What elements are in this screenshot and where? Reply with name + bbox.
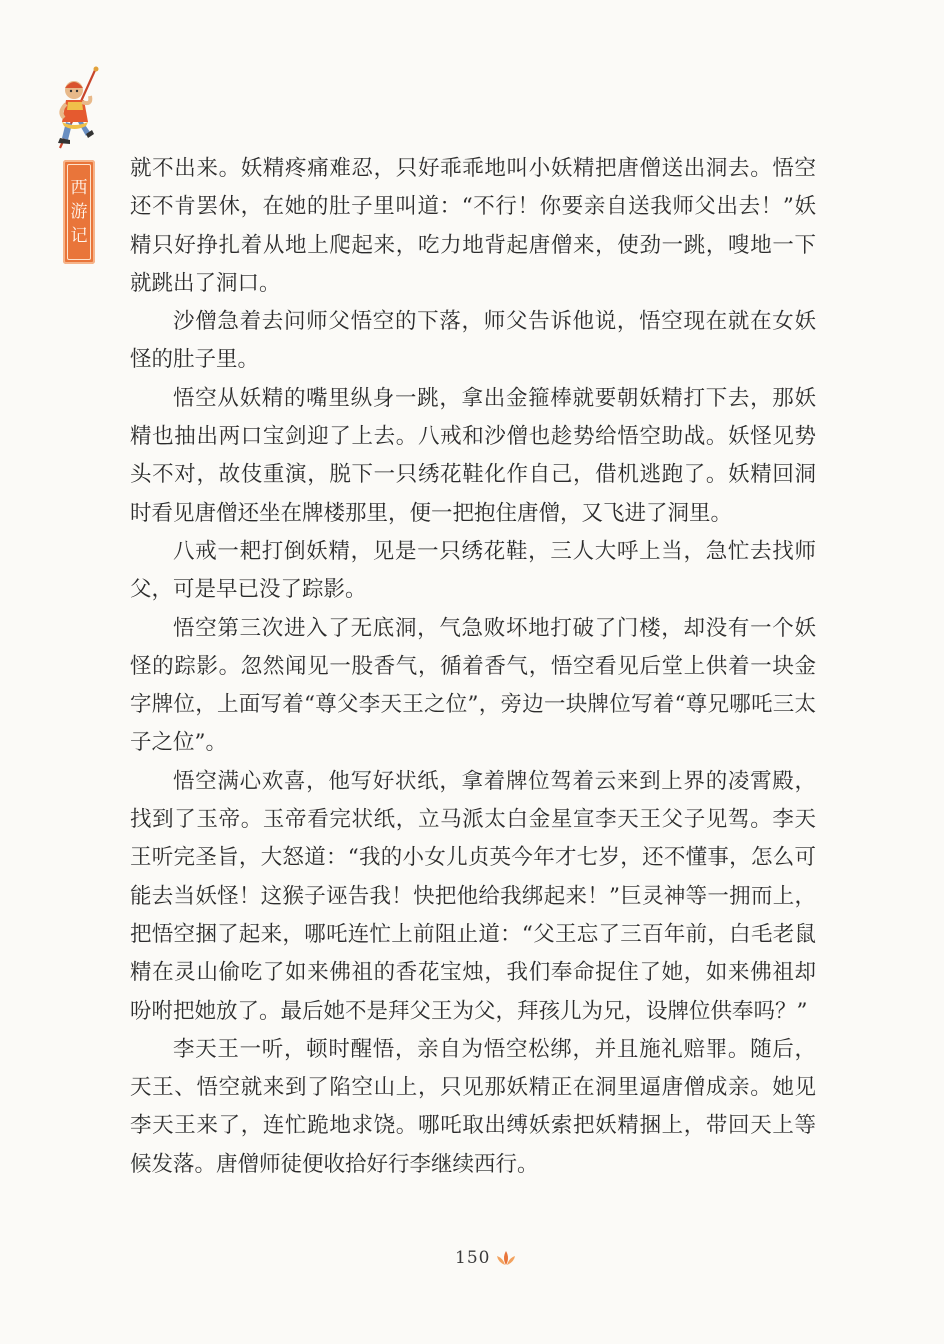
page-number: 150 [455,1248,491,1268]
paragraph-3: 悟空从妖精的嘴里纵身一跳，拿出金箍棒就要朝妖精打下去，那妖精也抽出两口宝剑迎了上去。八戒和沙僧也趁势给悟空助战。妖怪见势头不对，故伎重演，脱下一只绣花鞋化作自己，借机逃跑了。妖精回洞时看见唐僧还坐在牌楼那里，便一把抱住唐僧，又飞进了洞里。 [130,385,816,526]
page-footer [455,1244,516,1272]
paragraph-6: 悟空满心欢喜，他写好状纸，拿着牌位驾着云来到上界的凌霄殿，找到了玉帝。玉帝看完状纸，立马派太白金星宣李天王父子见驾。李天王听完圣旨，大怒道：“我的小女儿贞英今年才七岁，还不懂事，怎么可能去当妖怪！这猴子诬告我！快把他给我绑起来！”巨灵神等一拥而上，把悟空捆了起来，哪吒连忙上前阻止道：“父王忘了三百年前，白毛老鼠精在灵山偷吃了如来佛祖的香花宝烛，我们奉命捉住了她，如来佛祖却吩咐把她放了。最后她不是拜父王为父，拜孩儿为兄，设牌位供奉吗？” [130,768,816,1024]
paragraph-1: 就不出来。妖精疼痛难忍，只好乖乖地叫小妖精把唐僧送出洞去。悟空还不肯罢休，在她的肚子里叫道：“不行！你要亲自送我师父出去！”妖精只好挣扎着从地上爬起来，吃力地背起唐僧来，使劲一跳，嗖地一下就跳出了洞口。 [130,156,816,296]
paragraph-5: 悟空第三次进入了无底洞，气急败坏地打破了门楼，却没有一个妖怪的踪影。忽然闻见一股香气，循着香气，悟空看见后堂上供着一块金字牌位，上面写着“尊父李天王之位”，旁边一块牌位写着“尊兄哪吒三太子之位”。 [130,615,816,756]
tab-char-2: 游 [70,202,88,222]
paragraph-2: 沙僧急着去问师父悟空的下落，师父告诉他说，悟空现在就在女妖怪的肚子里。 [130,309,816,373]
book-title-tab [63,160,95,264]
paragraph-4: 八戒一耙打倒妖精，见是一只绣花鞋，三人大呼上当，急忙去找师父，可是早已没了踪影。 [130,538,816,603]
leaf-ornament-icon [496,1250,516,1266]
tab-char-1: 西 [70,178,88,198]
tab-char-3: 记 [70,226,88,246]
paragraph-7: 李天王一听，顿时醒悟，亲自为悟空松绑，并且施礼赔罪。随后，天王、悟空就来到了陷空山上，只见那妖精正在洞里逼唐僧成亲。她见李天王来了，连忙跪地求饶。哪吒取出缚妖索把妖精捆上，带回天上等候发落。唐僧师徒便收拾好行李继续西行。 [130,1036,816,1177]
body-text [130,150,816,1184]
monkey-king-illustration [52,66,114,152]
